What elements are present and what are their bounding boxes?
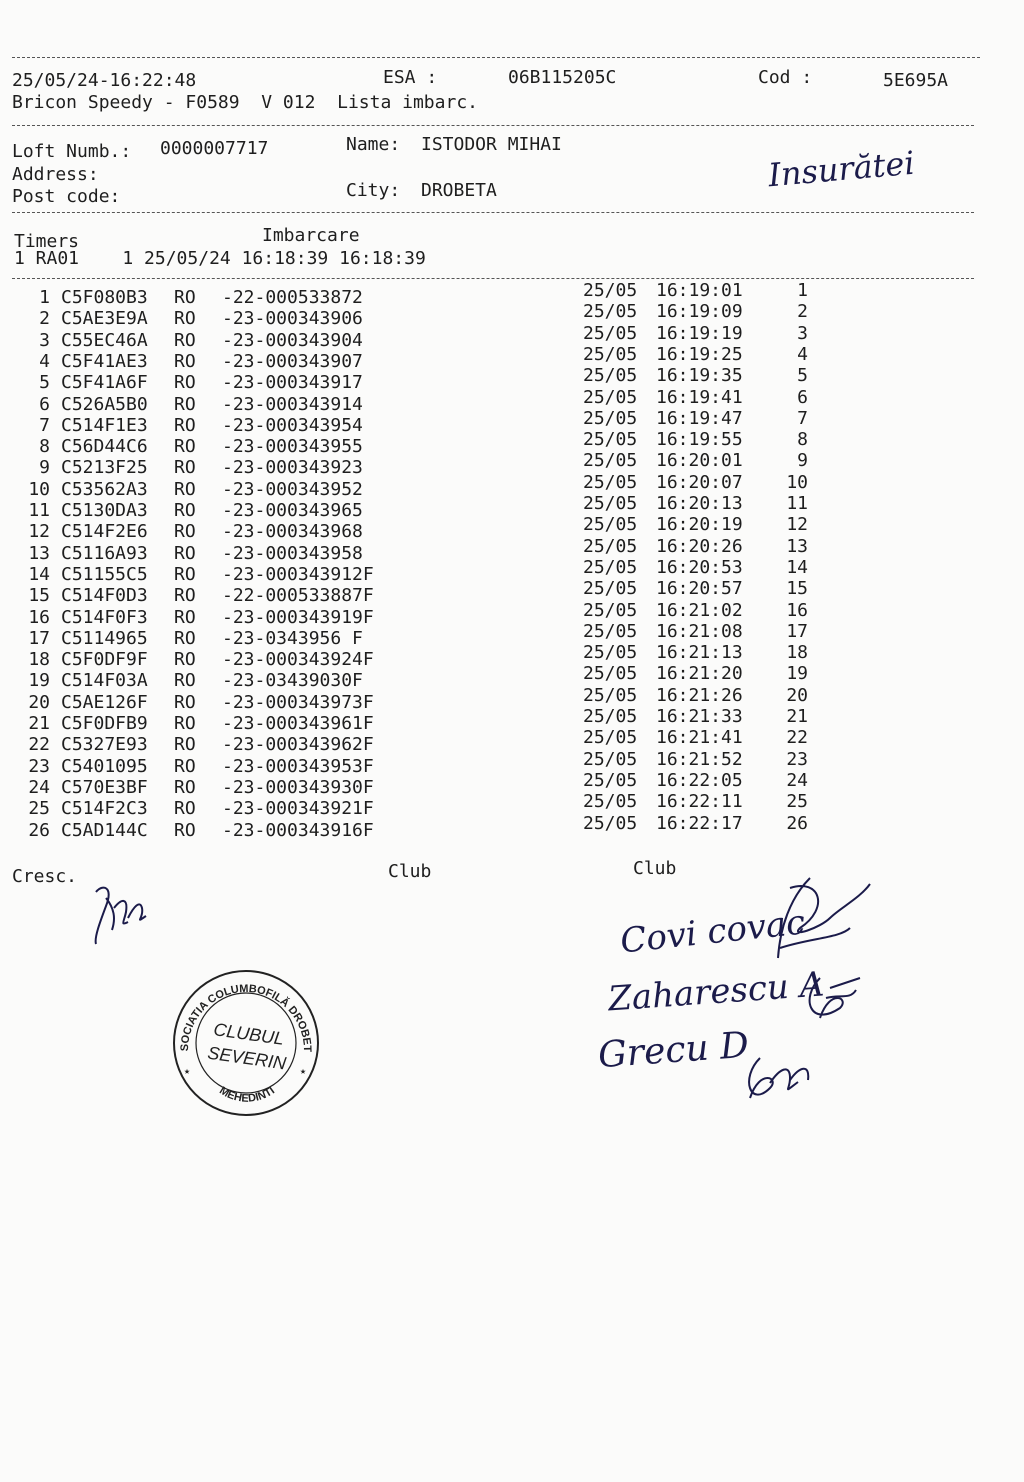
arrival-time: 16:19:41 bbox=[656, 386, 743, 408]
arrival-date: 25/05 bbox=[583, 322, 638, 344]
arrival-time: 16:21:20 bbox=[656, 663, 743, 685]
bird-ring-code: C5F41AE3 bbox=[61, 350, 148, 372]
city-label: City: bbox=[346, 180, 401, 201]
arrival-rank: 14 bbox=[786, 556, 808, 578]
bird-index: 19 bbox=[28, 670, 50, 692]
arrival-time: 16:21:33 bbox=[656, 706, 743, 727]
bird-ring-number: -23-000343906 bbox=[222, 308, 363, 330]
arrival-date: 25/05 bbox=[583, 620, 638, 642]
bird-ring-code: C526A5B0 bbox=[61, 393, 148, 415]
bird-ring-number: -23-000343961F bbox=[222, 713, 374, 734]
bird-row bbox=[0, 748, 1024, 777]
bird-index: 25 bbox=[28, 798, 50, 820]
bird-country: RO bbox=[174, 308, 196, 330]
header-line-2: Bricon Speedy - F0589 V 012 Lista imbarc. bbox=[12, 92, 478, 113]
bird-ring-number: -23-000343930F bbox=[222, 776, 374, 798]
bird-ring-code: C5F080B3 bbox=[61, 287, 148, 308]
arrival-time: 16:19:09 bbox=[656, 301, 743, 323]
arrival-rank: 15 bbox=[786, 578, 808, 600]
arrival-rank: 9 bbox=[797, 450, 808, 472]
bird-row bbox=[0, 493, 1024, 521]
bird-row bbox=[0, 684, 1024, 713]
bird-ring-number: -23-000343965 bbox=[222, 500, 363, 521]
arrival-time: 16:20:26 bbox=[656, 535, 743, 557]
bird-index: 21 bbox=[28, 713, 50, 734]
bird-index: 14 bbox=[28, 563, 50, 585]
arrival-time: 16:19:35 bbox=[656, 365, 743, 387]
arrival-rank: 25 bbox=[786, 791, 808, 813]
arrival-date: 25/05 bbox=[583, 450, 638, 472]
arrival-time: 16:21:52 bbox=[656, 748, 743, 770]
bird-ring-number: -23-000343923 bbox=[222, 457, 363, 479]
bird-ring-number: -23-000343921F bbox=[222, 798, 374, 820]
bird-row bbox=[0, 791, 1024, 820]
bird-index: 10 bbox=[28, 478, 50, 500]
bird-ring-number: -23-000343916F bbox=[222, 819, 374, 841]
arrival-time: 16:21:13 bbox=[656, 642, 743, 664]
arrival-time: 16:20:01 bbox=[656, 450, 743, 472]
bird-row bbox=[0, 620, 1024, 649]
bird-country: RO bbox=[174, 350, 196, 372]
arrival-rank: 5 bbox=[797, 365, 808, 387]
bird-ring-code: C514F2C3 bbox=[61, 798, 148, 820]
arrival-rank: 26 bbox=[786, 812, 808, 834]
bird-ring-number: -23-000343907 bbox=[222, 350, 363, 372]
bird-country: RO bbox=[174, 713, 196, 734]
bird-ring-number: -23-000343917 bbox=[222, 372, 363, 394]
bird-ring-code: C5401095 bbox=[61, 755, 148, 777]
bird-index: 1 bbox=[39, 287, 50, 308]
arrival-rank: 21 bbox=[786, 706, 808, 727]
bird-ring-code: C51155C5 bbox=[61, 563, 148, 585]
stamp-star-left: ★ bbox=[184, 1066, 191, 1077]
bird-index: 7 bbox=[39, 414, 50, 436]
city-value: DROBETA bbox=[421, 180, 497, 201]
arrival-rank: 6 bbox=[797, 386, 808, 408]
bird-row bbox=[0, 578, 1024, 607]
arrival-rank: 16 bbox=[786, 599, 808, 621]
arrival-time: 16:22:17 bbox=[656, 812, 743, 834]
bird-ring-number: -23-000343952 bbox=[222, 478, 363, 500]
stamp-center-line-2: SEVERIN bbox=[206, 1042, 288, 1074]
bird-ring-code: C514F1E3 bbox=[61, 414, 148, 436]
bird-row bbox=[0, 365, 1024, 394]
bird-ring-number: -23-03439030F bbox=[222, 670, 363, 692]
bird-ring-code: C53562A3 bbox=[61, 478, 148, 500]
bird-country: RO bbox=[174, 436, 196, 458]
club-label-1: Club bbox=[388, 861, 432, 882]
bird-ring-code: C5213F25 bbox=[61, 457, 148, 479]
bird-row bbox=[0, 407, 1024, 436]
arrival-rank: 22 bbox=[786, 727, 808, 749]
arrival-date: 25/05 bbox=[583, 748, 638, 770]
arrival-rank: 23 bbox=[786, 748, 808, 770]
bird-index: 15 bbox=[28, 585, 50, 607]
bird-country: RO bbox=[174, 329, 196, 351]
bird-ring-number: -23-000343954 bbox=[222, 414, 363, 436]
cod-value: 5E695A bbox=[883, 70, 949, 91]
bird-country: RO bbox=[174, 798, 196, 820]
bird-index: 6 bbox=[39, 393, 50, 415]
bird-row bbox=[0, 386, 1024, 415]
arrival-time: 16:21:02 bbox=[656, 599, 743, 621]
arrival-rank: 13 bbox=[786, 535, 808, 557]
arrival-time: 16:19:47 bbox=[656, 407, 743, 429]
arrival-rank: 11 bbox=[786, 493, 808, 514]
arrival-date: 25/05 bbox=[583, 556, 638, 578]
bird-country: RO bbox=[174, 585, 196, 607]
arrival-time: 16:21:26 bbox=[656, 684, 743, 706]
arrival-rank: 1 bbox=[797, 280, 808, 301]
bird-index: 4 bbox=[39, 350, 50, 372]
bird-ring-code: C5116A93 bbox=[61, 542, 148, 564]
bird-country: RO bbox=[174, 755, 196, 777]
bird-ring-number: -23-000343973F bbox=[222, 691, 374, 713]
bird-row bbox=[0, 301, 1024, 330]
arrival-date: 25/05 bbox=[583, 599, 638, 621]
club-label-2: Club bbox=[633, 858, 677, 879]
name-value: ISTODOR MIHAI bbox=[421, 134, 562, 155]
bird-ring-code: C5F0DF9F bbox=[61, 649, 148, 671]
bird-index: 17 bbox=[28, 627, 50, 649]
arrival-date: 25/05 bbox=[583, 514, 638, 536]
svg-text:MEHEDINTI bbox=[217, 1085, 277, 1105]
bird-ring-number: -23-000343968 bbox=[222, 521, 363, 543]
arrival-date: 25/05 bbox=[583, 301, 638, 323]
club-stamp bbox=[162, 959, 326, 1118]
arrival-time: 16:19:01 bbox=[656, 280, 743, 301]
print-datetime: 25/05/24-16:22:48 bbox=[12, 70, 197, 91]
arrival-time: 16:19:25 bbox=[656, 343, 743, 365]
arrival-rank: 7 bbox=[797, 407, 808, 429]
arrival-rank: 8 bbox=[797, 429, 808, 451]
arrival-time: 16:22:05 bbox=[656, 769, 743, 791]
bird-country: RO bbox=[174, 414, 196, 436]
bird-row bbox=[0, 535, 1024, 564]
bird-ring-code: C5327E93 bbox=[61, 734, 148, 756]
bird-ring-number: -23-000343919F bbox=[222, 606, 374, 628]
arrival-rank: 2 bbox=[797, 301, 808, 323]
bird-row bbox=[0, 343, 1024, 372]
bird-index: 11 bbox=[28, 500, 50, 521]
arrival-date: 25/05 bbox=[583, 684, 638, 706]
arrival-time: 16:20:07 bbox=[656, 471, 743, 493]
arrival-rank: 3 bbox=[797, 322, 808, 344]
club-signature-2: Zaharescu A bbox=[606, 964, 826, 1020]
bird-row bbox=[0, 450, 1024, 479]
loft-label: Loft Numb.: bbox=[12, 141, 132, 162]
bird-index: 2 bbox=[39, 308, 50, 330]
imbarcare-label: Imbarcare bbox=[262, 225, 360, 246]
bird-country: RO bbox=[174, 563, 196, 585]
bird-country: RO bbox=[174, 521, 196, 543]
arrival-date: 25/05 bbox=[583, 812, 638, 834]
arrival-time: 16:19:19 bbox=[656, 322, 743, 344]
arrival-date: 25/05 bbox=[583, 471, 638, 493]
bird-row bbox=[0, 769, 1024, 798]
club-signature-1: Covi covac bbox=[618, 902, 807, 962]
bird-row bbox=[0, 514, 1024, 543]
arrival-date: 25/05 bbox=[583, 493, 638, 514]
arrival-date: 25/05 bbox=[583, 386, 638, 408]
bird-index: 12 bbox=[28, 521, 50, 543]
arrival-time: 16:20:53 bbox=[656, 556, 743, 578]
bird-country: RO bbox=[174, 287, 196, 308]
arrival-date: 25/05 bbox=[583, 663, 638, 685]
bird-row bbox=[0, 706, 1024, 734]
arrival-time: 16:20:13 bbox=[656, 493, 743, 514]
bird-ring-code: C5F41A6F bbox=[61, 372, 148, 394]
bird-index: 13 bbox=[28, 542, 50, 564]
arrival-date: 25/05 bbox=[583, 642, 638, 664]
arrival-rank: 12 bbox=[786, 514, 808, 536]
bird-row bbox=[0, 642, 1024, 671]
bird-ring-code: C5F0DFB9 bbox=[61, 713, 148, 734]
bird-ring-number: -22-000533872 bbox=[222, 287, 363, 308]
bird-country: RO bbox=[174, 500, 196, 521]
timers-label: Timers bbox=[14, 231, 80, 252]
arrival-time: 16:22:11 bbox=[656, 791, 743, 813]
bird-index: 16 bbox=[28, 606, 50, 628]
bird-index: 23 bbox=[28, 755, 50, 777]
bird-index: 24 bbox=[28, 776, 50, 798]
bird-country: RO bbox=[174, 734, 196, 756]
arrival-time: 16:20:57 bbox=[656, 578, 743, 600]
bird-index: 5 bbox=[39, 372, 50, 394]
stamp-star-right: ★ bbox=[300, 1066, 307, 1077]
stamp-ring-text: ASOCIATIA COLUMBOFILĂ DROBETA bbox=[162, 959, 314, 1052]
bird-country: RO bbox=[174, 649, 196, 671]
arrival-rank: 20 bbox=[786, 684, 808, 706]
bird-row bbox=[0, 599, 1024, 628]
bird-index: 22 bbox=[28, 734, 50, 756]
arrival-date: 25/05 bbox=[583, 343, 638, 365]
bird-index: 9 bbox=[39, 457, 50, 479]
bird-ring-code: C5AE3E9A bbox=[61, 308, 148, 330]
bird-ring-number: -23-000343924F bbox=[222, 649, 374, 671]
bird-ring-number: -23-000343958 bbox=[222, 542, 363, 564]
bird-ring-code: C5114965 bbox=[61, 627, 148, 649]
bird-ring-code: C5130DA3 bbox=[61, 500, 148, 521]
club-signature-3: Grecu D bbox=[596, 1024, 751, 1077]
arrival-date: 25/05 bbox=[583, 727, 638, 749]
cresc-label: Cresc. bbox=[12, 866, 78, 887]
bird-ring-number: -23-000343914 bbox=[222, 393, 363, 415]
bird-row bbox=[0, 280, 1024, 308]
bird-index: 20 bbox=[28, 691, 50, 713]
esa-label: ESA : bbox=[383, 67, 438, 88]
bird-row bbox=[0, 556, 1024, 585]
breeder-signature bbox=[84, 878, 164, 958]
arrival-date: 25/05 bbox=[583, 429, 638, 451]
arrival-date: 25/05 bbox=[583, 706, 638, 727]
bird-row bbox=[0, 429, 1024, 458]
bird-row bbox=[0, 727, 1024, 756]
bird-row bbox=[0, 471, 1024, 500]
bird-ring-number: -22-000533887F bbox=[222, 585, 374, 607]
bird-country: RO bbox=[174, 393, 196, 415]
timers-row: 1 RA01 1 25/05/24 16:18:39 16:18:39 bbox=[14, 248, 426, 269]
arrival-rank: 4 bbox=[797, 343, 808, 365]
bird-ring-code: C514F0D3 bbox=[61, 585, 148, 607]
bird-ring-code: C56D44C6 bbox=[61, 436, 148, 458]
bird-index: 8 bbox=[39, 436, 50, 458]
bird-country: RO bbox=[174, 819, 196, 841]
bird-ring-code: C55EC46A bbox=[61, 329, 148, 351]
arrival-date: 25/05 bbox=[583, 280, 638, 301]
cod-label: Cod : bbox=[758, 67, 813, 88]
stamp-bottom-text: MEHEDINTI bbox=[217, 1084, 277, 1105]
bird-ring-code: C5AD144C bbox=[61, 819, 148, 841]
bird-country: RO bbox=[174, 542, 196, 564]
arrival-date: 25/05 bbox=[583, 365, 638, 387]
bird-ring-number: -23-000343955 bbox=[222, 436, 363, 458]
arrival-rank: 19 bbox=[786, 663, 808, 685]
arrival-date: 25/05 bbox=[583, 578, 638, 600]
bird-ring-code: C570E3BF bbox=[61, 776, 148, 798]
bird-row bbox=[0, 812, 1024, 841]
loft-value: 0000007717 bbox=[160, 138, 269, 159]
bird-ring-code: C514F03A bbox=[61, 670, 148, 692]
bird-ring-number: -23-000343953F bbox=[222, 755, 374, 777]
bird-country: RO bbox=[174, 776, 196, 798]
bird-index: 3 bbox=[39, 329, 50, 351]
arrival-date: 25/05 bbox=[583, 769, 638, 791]
bird-country: RO bbox=[174, 372, 196, 394]
arrival-rank: 10 bbox=[786, 471, 808, 493]
stamp-center-line-1: CLUBUL bbox=[212, 1019, 286, 1049]
name-label: Name: bbox=[346, 134, 401, 155]
arrival-time: 16:21:08 bbox=[656, 620, 743, 642]
bird-index: 18 bbox=[28, 649, 50, 671]
bird-country: RO bbox=[174, 691, 196, 713]
bird-ring-number: -23-000343912F bbox=[222, 563, 374, 585]
postcode-label: Post code: bbox=[12, 186, 121, 207]
bird-row bbox=[0, 663, 1024, 692]
bird-ring-code: C514F2E6 bbox=[61, 521, 148, 543]
handwritten-note: Insurătei bbox=[766, 143, 917, 195]
bird-ring-code: C5AE126F bbox=[61, 691, 148, 713]
arrival-time: 16:20:19 bbox=[656, 514, 743, 536]
arrival-time: 16:21:41 bbox=[656, 727, 743, 749]
club-signature-scribbles bbox=[730, 868, 930, 1128]
arrival-time: 16:19:55 bbox=[656, 429, 743, 451]
bird-ring-number: -23-000343962F bbox=[222, 734, 374, 756]
arrival-rank: 18 bbox=[786, 642, 808, 664]
bird-country: RO bbox=[174, 627, 196, 649]
esa-value: 06B115205C bbox=[508, 67, 617, 88]
bird-index: 26 bbox=[28, 819, 50, 841]
bird-country: RO bbox=[174, 606, 196, 628]
bird-country: RO bbox=[174, 478, 196, 500]
bird-ring-number: -23-0343956 F bbox=[222, 627, 363, 649]
bird-ring-number: -23-000343904 bbox=[222, 329, 363, 351]
arrival-date: 25/05 bbox=[583, 407, 638, 429]
bird-ring-code: C514F0F3 bbox=[61, 606, 148, 628]
arrival-rank: 24 bbox=[786, 769, 808, 791]
bird-country: RO bbox=[174, 457, 196, 479]
arrival-date: 25/05 bbox=[583, 791, 638, 813]
address-label: Address: bbox=[12, 164, 99, 185]
bird-country: RO bbox=[174, 670, 196, 692]
bird-row bbox=[0, 322, 1024, 351]
arrival-rank: 17 bbox=[786, 620, 808, 642]
arrival-date: 25/05 bbox=[583, 535, 638, 557]
